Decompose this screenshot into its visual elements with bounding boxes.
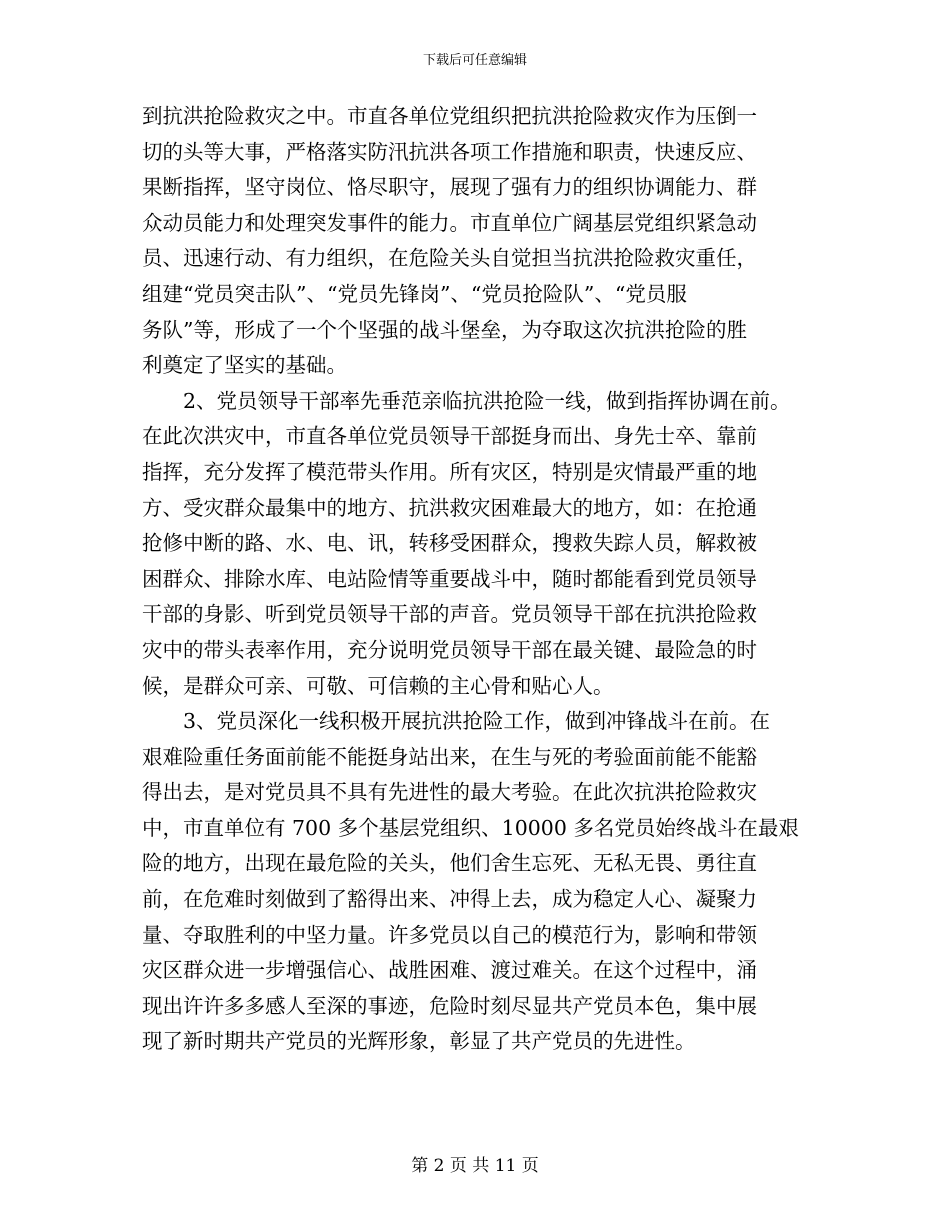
text-line: 困群众、排除水库、电站险情等重要战斗中，随时都能看到党员领导	[142, 566, 757, 591]
text-line: 得出去，是对党员具不具有先进性的最大考验。在此次抗洪抢险救灾	[142, 780, 757, 805]
text-line: 抢修中断的路、水、电、讯，转移受困群众，搜救失踪人员，解救被	[142, 531, 757, 556]
text-line: 利奠定了坚实的基础。	[142, 353, 347, 378]
text-line: 现出许许多多感人至深的事迹，危险时刻尽显共产党员本色，集中展	[142, 993, 757, 1018]
text-line: 量、夺取胜利的中坚力量。许多党员以自己的模范行为，影响和带领	[142, 922, 757, 947]
page-header: 下载后可任意编辑	[422, 53, 527, 68]
text-line: 组建“党员突击队”、“党员先锋岗”、“党员抢险队”、“党员服	[142, 281, 687, 306]
text-line: 众动员能力和处理突发事件的能力。市直单位广阔基层党组织紧急动	[142, 210, 757, 235]
text-line: 果断指挥，坚守岗位、恪尽职守，展现了强有力的组织协调能力、群	[142, 175, 757, 200]
text-line: 务队”等，形成了一个个坚强的战斗堡垒，为夺取这次抗洪抢险的胜	[142, 317, 747, 342]
text-line: 险的地方，出现在最危险的关头，他们舍生忘死、无私无畏、勇往直	[142, 851, 757, 876]
text-line: 前，在危难时刻做到了豁得出来、冲得上去，成为稳定人心、凝聚力	[142, 887, 757, 912]
page-footer: 第 2 页 共 11 页	[411, 1156, 539, 1176]
document-body	[142, 99, 818, 1060]
text-line: 方、受灾群众最集中的地方、抗洪救灾困难最大的地方，如：在抢通	[142, 495, 757, 520]
text-line: 切的头等大事，严格落实防汛抗洪各项工作措施和职责，快速反应、	[142, 139, 757, 164]
text-line: 2、党员领导干部率先垂范亲临抗洪抢险一线，做到指挥协调在前。	[183, 388, 791, 413]
text-line: 指挥，充分发挥了模范带头作用。所有灾区，特别是灾情最严重的地	[142, 459, 757, 484]
text-line: 现了新时期共产党员的光辉形象，彰显了共产党员的先进性。	[142, 1029, 696, 1054]
text-line: 干部的身影、听到党员领导干部的声音。党员领导干部在抗洪抢险救	[142, 602, 757, 627]
text-line: 艰难险重任务面前能不能挺身站出来，在生与死的考验面前能不能豁	[142, 744, 757, 769]
text-line: 到抗洪抢险救灾之中。市直各单位党组织把抗洪抢险救灾作为压倒一	[142, 104, 757, 128]
text-line: 灾中的带头表率作用，充分说明党员领导干部在最关键、最险急的时	[142, 637, 757, 662]
text-line: 在此次洪灾中，市直各单位党员领导干部挺身而出、身先士卒、靠前	[142, 424, 757, 449]
text-line: 员、迅速行动、有力组织，在危险关头自觉担当抗洪抢险救灾重任，	[142, 246, 757, 271]
text-line: 中，市直单位有 700 多个基层党组织、10000 多名党员始终战斗在最艰	[142, 815, 799, 840]
text-line: 3、党员深化一线积极开展抗洪抢险工作，做到冲锋战斗在前。在	[183, 709, 771, 734]
text-line: 灾区群众进一步增强信心、战胜困难、渡过难关。在这个过程中，涌	[142, 958, 757, 983]
text-line: 候，是群众可亲、可敬、可信赖的主心骨和贴心人。	[142, 673, 614, 698]
